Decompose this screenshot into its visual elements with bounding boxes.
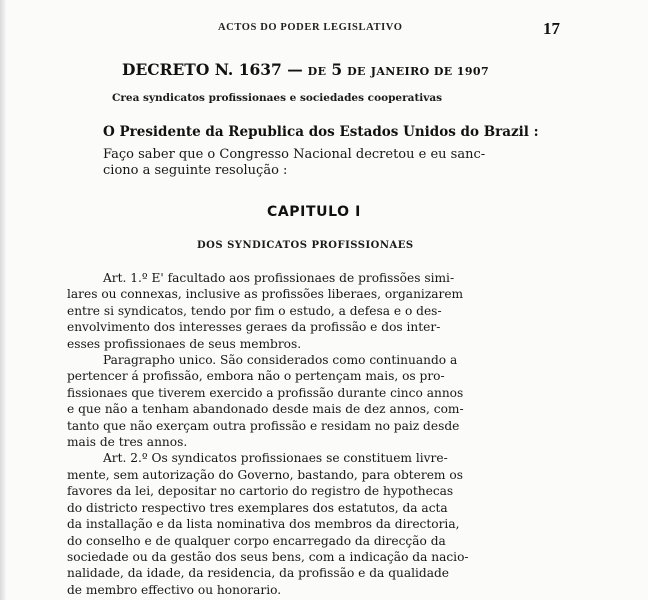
article-line: lares ou connexas, inclusive as profissões liberaes, organizarem [67, 287, 464, 302]
decree-month-year: JANEIRO DE 1907 [370, 65, 489, 78]
decree-title [122, 60, 489, 79]
chapter-subtitle: DOS SYNDICATOS PROFISSIONAES [197, 240, 414, 251]
decree-subtitle: Crea syndicatos profissionaes e sociedades cooperativas [112, 92, 443, 104]
preamble-line: ciono a seguinte resolução : [103, 163, 288, 178]
article-line: nalidade, da idade, da residencia, da profissão e da qualidade [67, 566, 449, 581]
article-line: de membro effectivo ou honorario. [67, 582, 282, 597]
article-line: favores da lei, depositar no cartorio do registro de hypothecas [67, 484, 454, 499]
article-line: tanto que não exerçam outra profissão e residam no paiz desde [67, 418, 460, 433]
article-line: pertencer á profissão, embora não o pertençam mais, os pro- [67, 369, 445, 384]
articles-text [67, 270, 567, 598]
article-line: e que não a tenham abandonado desde mais de dez annos, com- [67, 402, 464, 417]
article-line: do conselho e de qualquer corpo encarregado da direcção da [67, 533, 446, 548]
president-line: O Presidente da Republica dos Estados Unidos do Brazil : [103, 124, 539, 140]
decree-de-1: DE [307, 65, 327, 78]
article-line: Art. 2.º Os syndicatos profissionaes se constituem livre- [103, 451, 448, 466]
article-line: sociedade ou da gestão dos seus bens, com a indicação da nacio- [67, 549, 469, 564]
article-line: mente, sem autorização do Governo, bastando, para obterem os [67, 467, 463, 482]
decree-day: 5 [331, 60, 343, 79]
decree-de-2: DE [347, 65, 366, 78]
article-line: envolvimento dos interesses geraes da profissão e dos inter- [67, 320, 441, 335]
article-line: fissionaes que tiverem exercido a profissão durante cinco annos [67, 385, 464, 400]
preamble-paragraph [103, 147, 566, 179]
article-line: do districto respectivo tres exemplares dos estatutos, da acta [67, 500, 448, 515]
page-number: 17 [543, 19, 560, 38]
article-line: Art. 1.º E' facultado aos profissionaes de profissões simi- [103, 271, 455, 285]
article-line: mais de tres annos. [67, 435, 188, 450]
article-line: esses profissionaes de seus membros. [67, 336, 302, 351]
decree-number: DECRETO N. 1637 — [122, 60, 303, 79]
article-line: da installação e da lista nominativa dos membros da directoria, [67, 517, 460, 532]
article-line: Paragrapho unico. São considerados como continuando a [103, 353, 458, 368]
chapter-title: CAPITULO I [267, 204, 361, 220]
running-head: ACTOS DO PODER LEGISLATIVO [218, 22, 403, 33]
page-edge-shadow [0, 0, 6, 600]
article-line: entre si syndicatos, tendo por fim o estudo, a defesa e o des- [67, 303, 442, 318]
preamble-line: Faço saber que o Congresso Nacional decretou e eu sanc- [103, 147, 486, 162]
